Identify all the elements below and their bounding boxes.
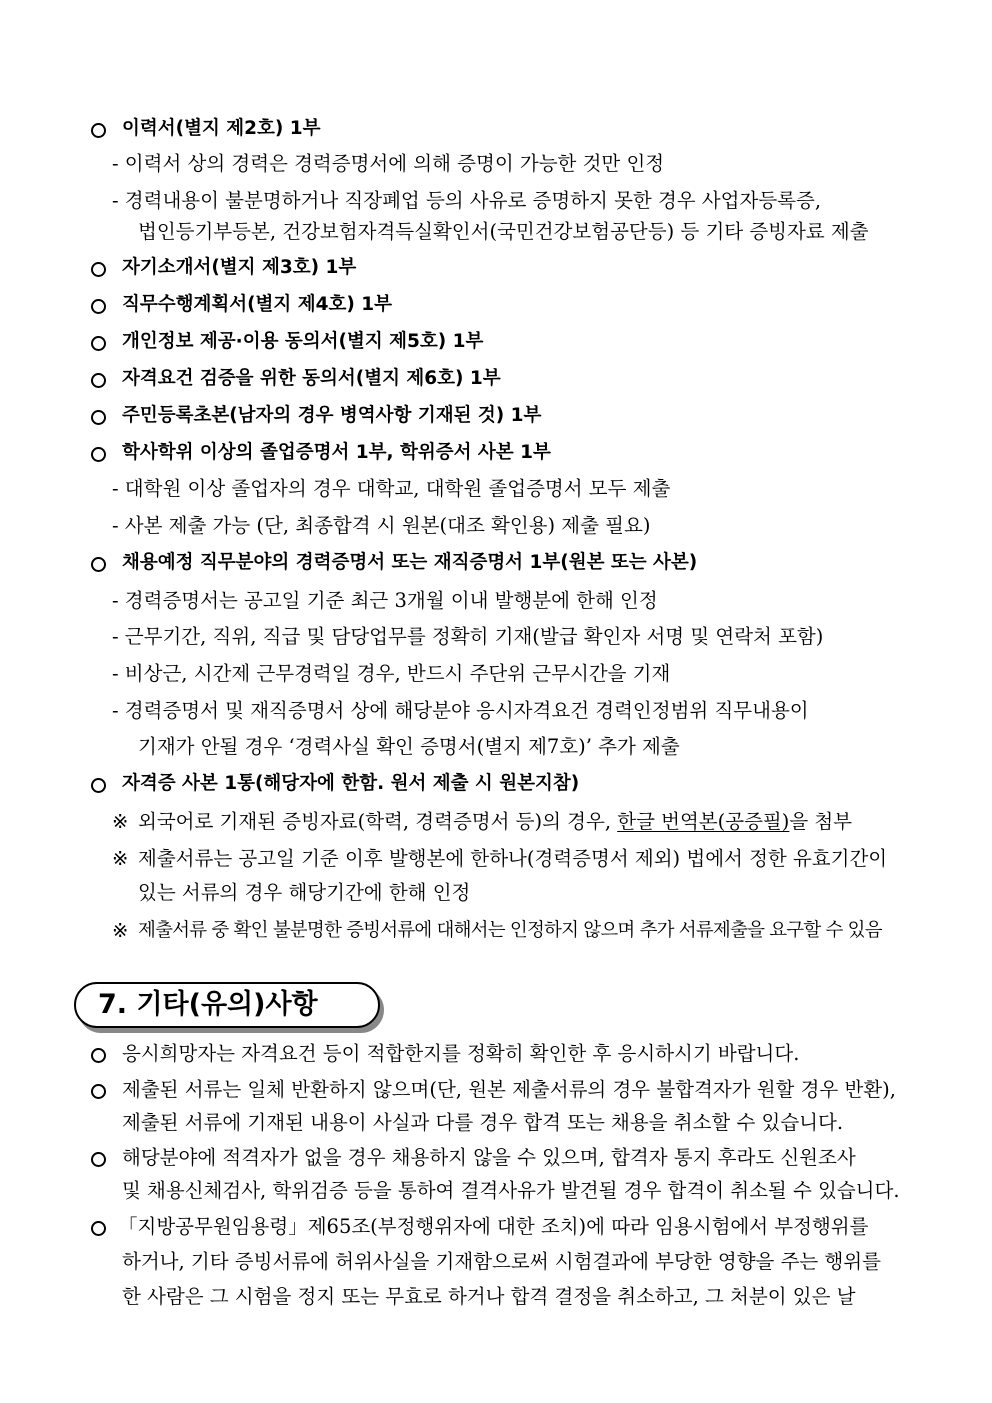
notice-misconduct: 「지방공무원임용령」제65조(부정행위자에 대한 조치)에 따라 임용시험에서 부정행위를 (118, 1215, 869, 1238)
item-qualification-consent: 자격요건 검증을 위한 동의서(별지 제6호) 1부 (122, 368, 501, 389)
bullet-circle-icon (91, 373, 106, 388)
sub-item-text: - 경력내용이 불분명하거나 직장폐업 등의 사유로 증명하지 못한 경우 사업자등록증, (112, 189, 822, 212)
bullet-circle-icon (91, 299, 106, 314)
note-text: 을 첨부 (789, 810, 853, 833)
notice-no-return-continuation: 제출된 서류에 기재된 내용이 사실과 다를 경우 합격 또는 채용을 취소할 수 있습니다. (122, 1111, 844, 1134)
item-resident-register: 주민등록초본(남자의 경우 병역사항 기재된 것) 1부 (122, 405, 542, 426)
sub-item (112, 187, 920, 215)
bullet-circle-icon (91, 447, 106, 462)
bullet-circle-icon (91, 262, 106, 277)
note-foreign-docs (138, 808, 852, 836)
notice-misconduct-continuation: 하거나, 기타 증빙서류에 허위사실을 기재함으로써 시험결과에 부당한 영향을 주는 행위를 (122, 1250, 881, 1273)
notice-check-eligibility: 응시희망자는 자격요건 등이 적합한지를 정확히 확인한 후 응시하시기 바랍니다. (122, 1042, 800, 1065)
item-license: 자격증 사본 1통(해당자에 한함. 원서 제출 시 원본지참) (122, 773, 580, 794)
sub-item-continuation: 법인등기부등본, 건강보험자격득실확인서(국민건강보험공단등) 등 기타 증빙자료 제출 (138, 220, 869, 243)
note-validity: 제출서류는 공고일 기준 이후 발행본에 한하나(경력증명서 제외) 법에서 정한 유효기간이 (138, 847, 888, 870)
bullet-circle-icon (91, 1048, 106, 1063)
item-career-certificate: 채용예정 직무분야의 경력증명서 또는 재직증명서 1부(원본 또는 사본) (122, 552, 698, 573)
notice-no-candidate: 해당분야에 적격자가 없을 경우 채용하지 않을 수 있으며, 합격자 통지 후라도 신원조사 (122, 1146, 856, 1169)
bullet-circle-icon (91, 1221, 106, 1236)
sub-item: - 사본 제출 가능 (단, 최종합격 시 원본(대조 확인용) 제출 필요) (112, 514, 651, 537)
sub-item: - 비상근, 시간제 근무경력일 경우, 반드시 주단위 근무시간을 기재 (112, 662, 671, 685)
sub-item: - 경력증명서 및 재직증명서 상에 해당분야 응시자격요건 경력인정범위 직무내용이 (112, 699, 809, 722)
item-self-intro: 자기소개서(별지 제3호) 1부 (122, 257, 357, 278)
bullet-circle-icon (91, 410, 106, 425)
note-validity-continuation: 있는 서류의 경우 해당기간에 한해 인정 (138, 881, 471, 904)
bullet-circle-icon (91, 1084, 106, 1099)
sub-item: - 근무기간, 직위, 직급 및 담당업무를 정확히 기재(발급 확인자 서명 및 연락처 포함) (112, 625, 824, 648)
bullet-circle-icon (91, 336, 106, 351)
sub-item: - 이력서 상의 경력은 경력증명서에 의해 증명이 가능한 것만 인정 (112, 152, 665, 175)
note-underlined-text: 한글 번역본(공증필) (617, 810, 790, 833)
note-mark: ※ (112, 919, 129, 942)
section-header (74, 982, 380, 1028)
item-privacy-consent: 개인정보 제공·이용 동의서(별지 제5호) 1부 (122, 331, 484, 352)
sub-item: - 경력증명서는 공고일 기준 최근 3개월 이내 발행분에 한해 인정 (112, 589, 658, 612)
notice-no-candidate-continuation: 및 채용신체검사, 학위검증 등을 통하여 결격사유가 발견될 경우 합격이 취소될 수 있습니다. (122, 1179, 900, 1202)
notice-misconduct-continuation: 한 사람은 그 시험을 정지 또는 무효로 하거나 합격 결정을 취소하고, 그 처분이 있은 날 (122, 1285, 856, 1308)
note-mark: ※ (112, 810, 129, 833)
notice-no-return: 제출된 서류는 일체 반환하지 않으며(단, 원본 제출서류의 경우 불합격자가 원할 경우 반환), (122, 1078, 896, 1101)
item-job-plan: 직무수행계획서(별지 제4호) 1부 (122, 294, 392, 315)
sub-item: - 대학원 이상 졸업자의 경우 대학교, 대학원 졸업증명서 모두 제출 (112, 477, 671, 500)
bullet-circle-icon (91, 557, 106, 572)
note-unclear-docs: 제출서류 중 확인 불분명한 증빙서류에 대해서는 인정하지 않으며 추가 서류제출을 요구할 수 있음 (138, 920, 882, 941)
bullet-circle-icon (91, 778, 106, 793)
bullet-circle-icon (91, 123, 106, 138)
item-resume: 이력서(별지 제2호) 1부 (122, 118, 321, 139)
section-title: 7. 기타(유의)사항 (98, 989, 318, 1020)
bullet-circle-icon (91, 1152, 106, 1167)
item-degree: 학사학위 이상의 졸업증명서 1부, 학위증서 사본 1부 (122, 442, 551, 463)
note-text: 외국어로 기재된 증빙자료(학력, 경력증명서 등)의 경우, (138, 810, 612, 833)
sub-item-continuation: 기재가 안될 경우 ‘경력사실 확인 증명서(별지 제7호)’ 추가 제출 (138, 735, 680, 758)
note-mark: ※ (112, 847, 129, 870)
